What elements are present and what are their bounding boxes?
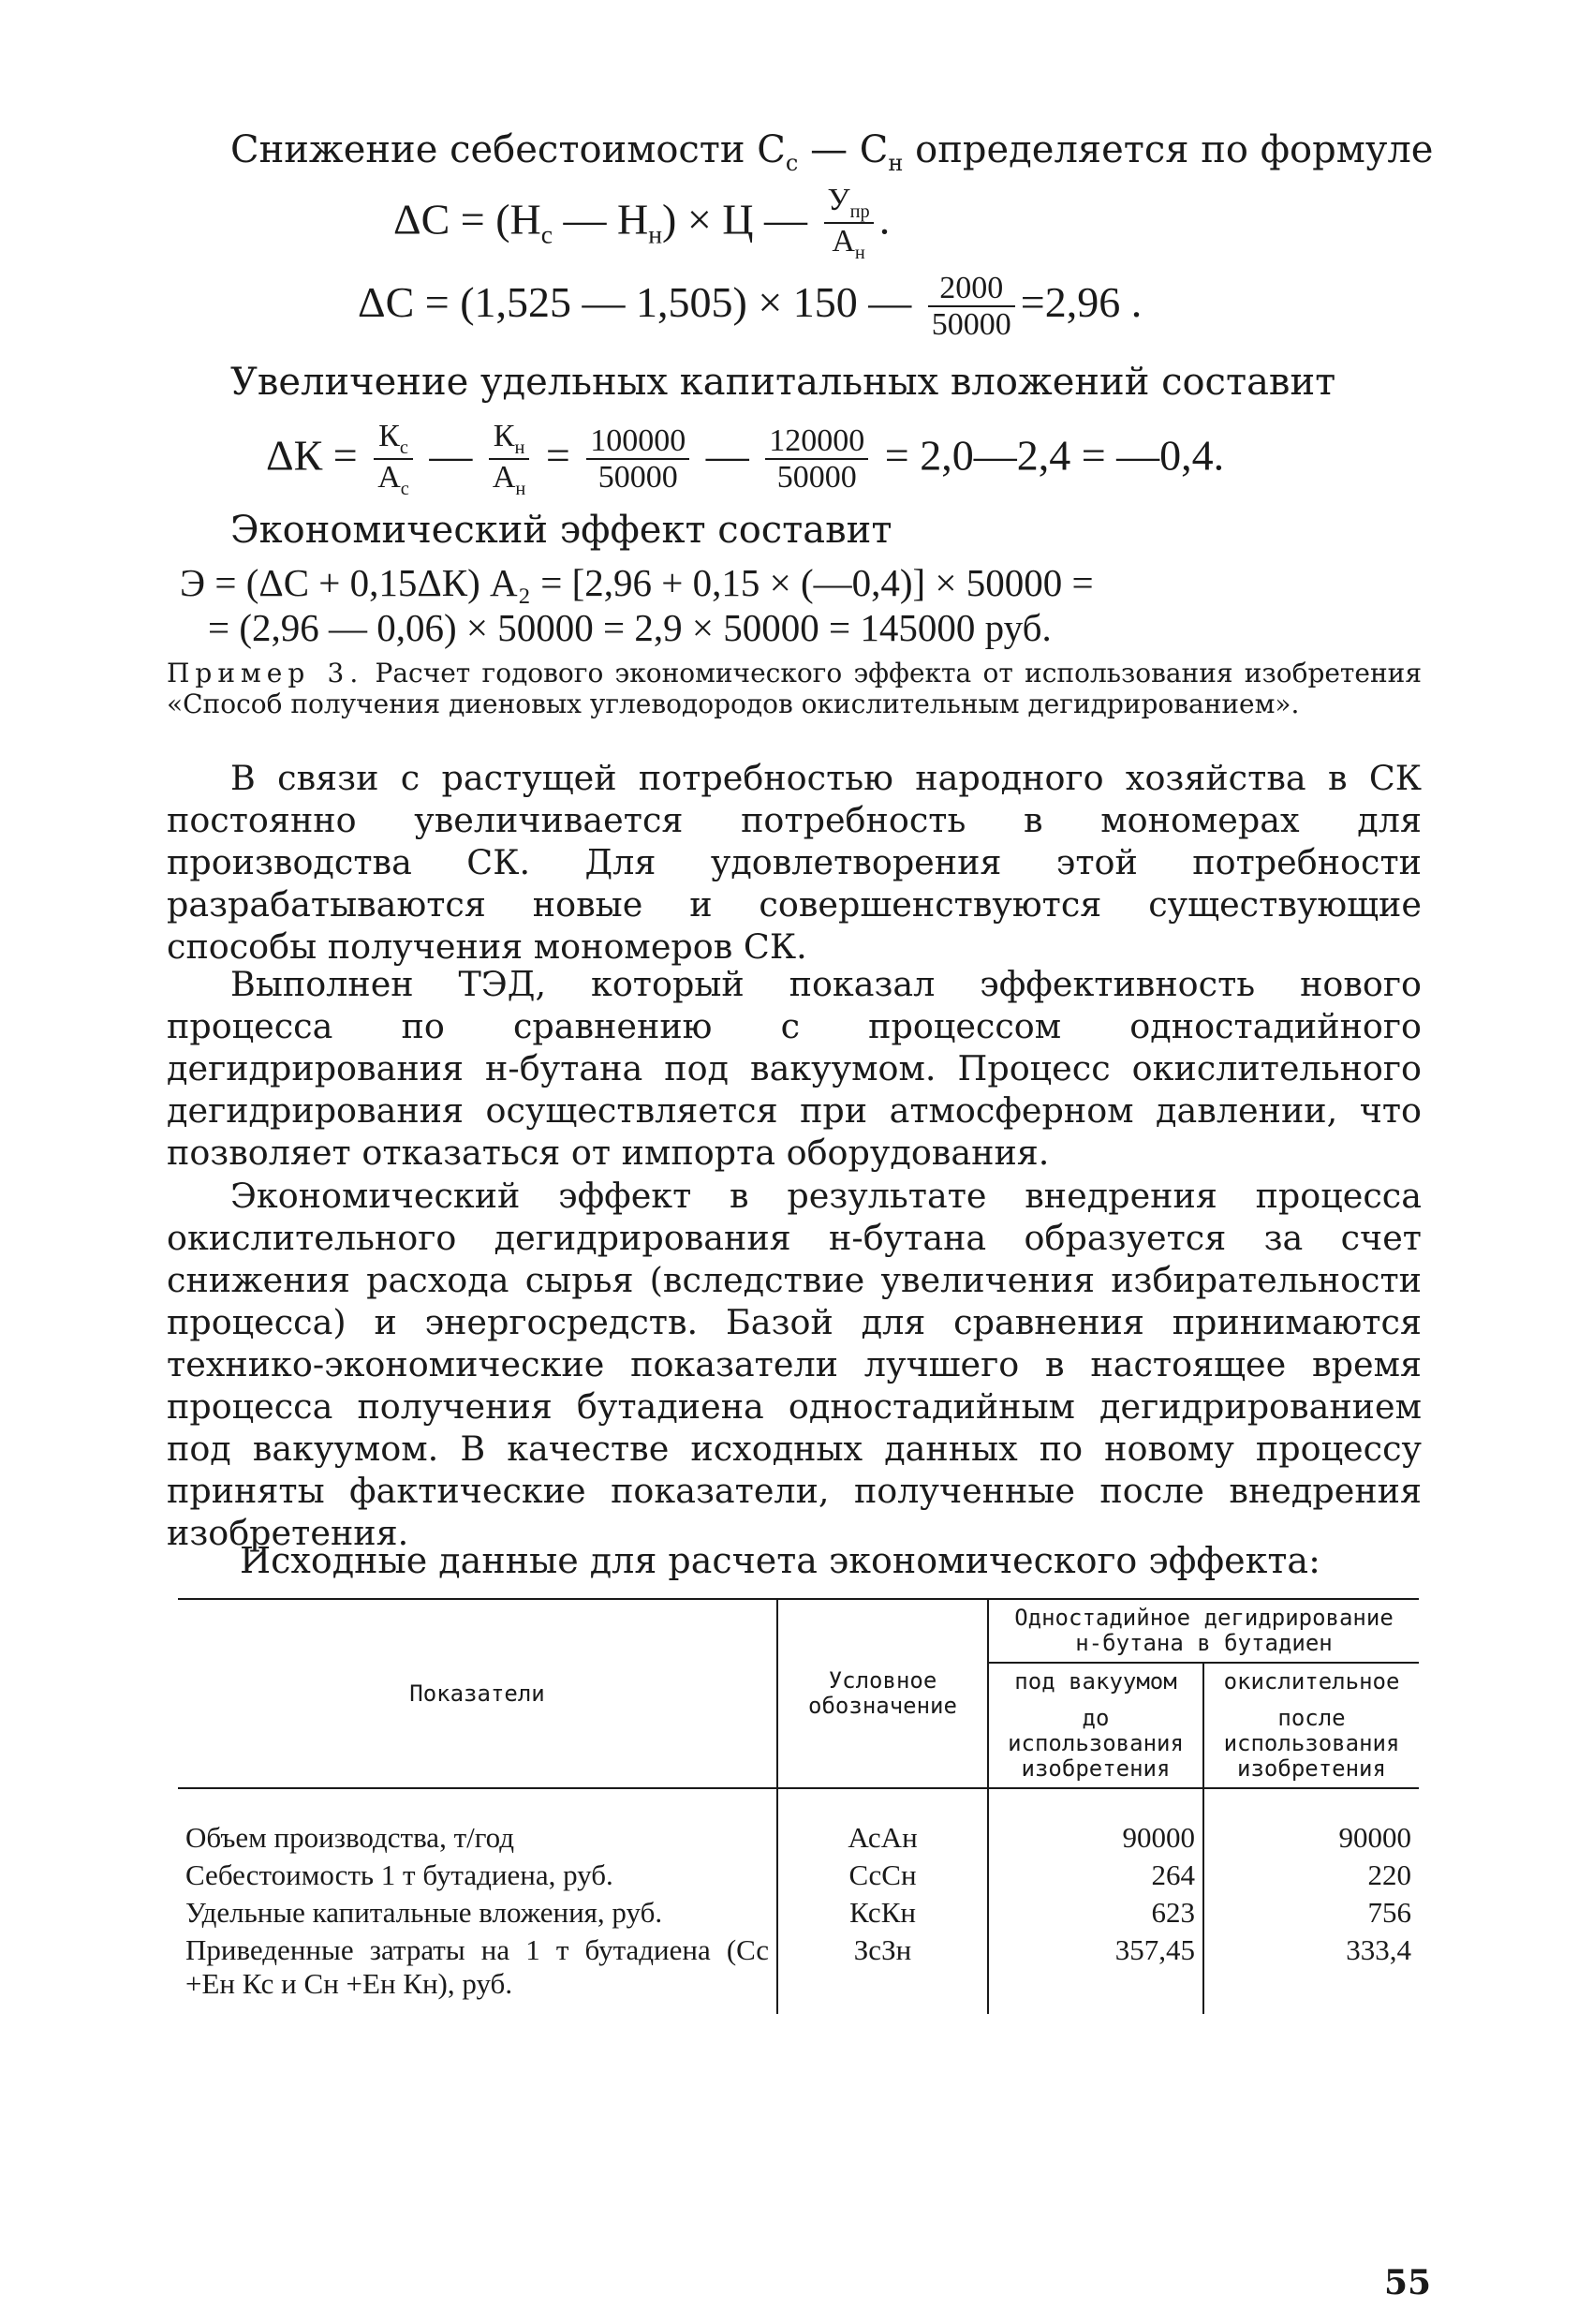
data-table [178,1598,1419,2014]
row-after: 220 [1203,1857,1419,1894]
table-row [178,1894,1419,1932]
row-before: 623 [988,1894,1203,1932]
table-caption: Исходные данные для расчета экономического эффекта: [240,1540,1320,1581]
example-3 [167,658,1422,719]
header-vacuum: под вакуумом [988,1663,1203,1700]
row-symbol: СсСн [777,1857,988,1894]
formula-delta-k: ΔК = $\frac{К_с}{А_с}$ — $\frac{К_н}{А_н}$ = $\frac{100000}{50000}$ — $\frac{120000}{50000}$ = 2,0—2,4 = —0,4. [266,419,1225,500]
header-symbol: Условное обозначение [777,1599,988,1788]
formula-delta-c-values: ΔС = (1,525 — 1,505) × 150 — $\frac{2000}{50000}$ =2,96 . [358,271,1143,342]
row-name: Себестоимость 1 т бутадиена, руб. [185,1858,613,1891]
row-before: 264 [988,1857,1203,1894]
formula-intro: Снижение себестоимости $С_с$ — $С_н$ определяется по формуле [230,128,1434,176]
row-name: Приведенные затраты на 1 т бутадиена (Сс +Ен Кс и Сн +Ен Кн), руб. [185,1933,769,2000]
header-group: Одностадийное дегидрирование н-бутана в бутадиен [988,1599,1419,1663]
header-oxidative: окислительное [1203,1663,1419,1700]
row-after: 90000 [1203,1788,1419,1857]
capital-intro: Увеличение удельных капитальных вложений составит [230,361,1336,404]
row-symbol: КсКн [777,1894,988,1932]
effect-intro: Экономический эффект составит [230,509,892,552]
row-after: 756 [1203,1894,1419,1932]
paragraph-3: Экономический эффект в результате внедрения процесса окислительного дегидрирования н-бутана образуется за счет снижения расхода сырья (вследствие увеличения избирательности процесса) и энергосредств. Базой для сравнения принимаются технико-экономические показатели лучшего в настоящее время процесса получения бутадиена одностадийным дегидрированием под вакуумом. В качестве исходных данных по новому процессу приняты фактические показатели, полученные после внедрения изобретения. [167,1176,1422,1553]
row-name: Удельные капитальные вложения, руб. [185,1896,663,1929]
formula-effect-line1: Э = (ΔС + 0,15ΔК) А₂ = [2,96 + 0,15 × (—0,4)] × 50000 = [180,561,1094,604]
table-row [178,1788,1419,1857]
row-name: Объем производства, т/год [185,1821,515,1854]
table-row [178,1857,1419,1894]
paragraph-2: Выполнен ТЭД, который показал эффективность нового процесса по сравнению с процессом одностадийного дегидрирования н-бутана под вакуумом. Процесс окислительного дегидрирования осуществляется при атмосферном давлении, что позволяет отказаться от импорта оборудования. [167,964,1422,1173]
header-after: после использования изобретения [1203,1700,1419,1788]
row-symbol: АсАн [777,1788,988,1857]
row-before: 357,45 [988,1932,1203,2014]
formula-delta-c-general: $\Delta С = (Н_с$ — $Н_н) \times Ц$ — $\frac{У_{пр}}{А_н}$ . [393,183,891,264]
example-lead: Пример 3. [167,658,364,688]
formula-effect-line2: = (2,96 — 0,06) × 50000 = 2,9 × 50000 = 145000 руб. [208,606,1052,649]
paragraph-1: В связи с растущей потребностью народного хозяйства в СК постоянно увеличивается потребность в мономерах для производства СК. Для удовлетворения этой потребности разрабатываются новые и совершенствуются существующие способы получения мономеров СК. [167,758,1422,967]
row-symbol: ЗсЗн [777,1932,988,2014]
row-after: 333,4 [1203,1932,1419,2014]
row-before: 90000 [988,1788,1203,1857]
header-before: до использования изобретения [988,1700,1203,1788]
table-row [178,1932,1419,2014]
header-indicators: Показатели [409,1680,545,1707]
example-text: Расчет годового экономического эффекта от использования изобретения «Способ получения диеновых углеводородов окислительным дегидрированием». [167,658,1422,719]
page-number: 55 [1384,2263,1432,2302]
